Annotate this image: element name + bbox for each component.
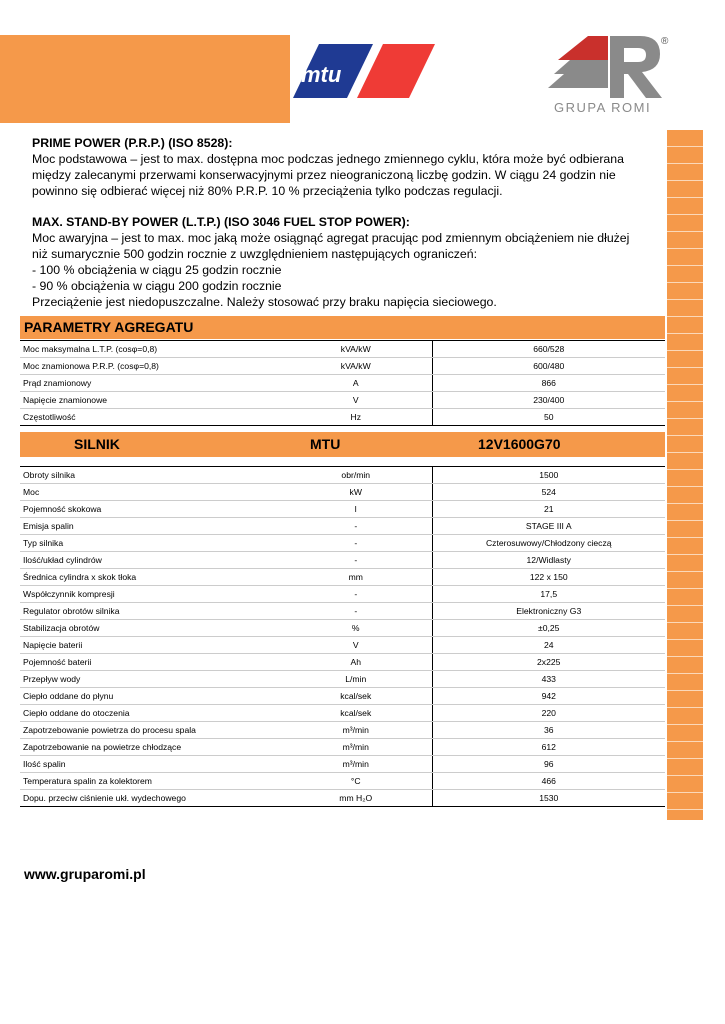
registered-mark: ® bbox=[661, 36, 669, 47]
spec-label: Przepływ wody bbox=[20, 671, 280, 688]
spec-unit: kcal/sek bbox=[280, 688, 432, 705]
table-row bbox=[20, 654, 665, 671]
table-row bbox=[20, 705, 665, 722]
spec-value: ±0,25 bbox=[432, 620, 665, 637]
spec-value: Czterosuwowy/Chłodzony cieczą bbox=[432, 535, 665, 552]
spec-value: 50 bbox=[432, 409, 665, 426]
spec-unit: m³/min bbox=[280, 722, 432, 739]
spec-value: 866 bbox=[432, 375, 665, 392]
params-section-title: PARAMETRY AGREGATU bbox=[20, 316, 665, 339]
spec-value: 220 bbox=[432, 705, 665, 722]
spec-label: Pojemność skokowa bbox=[20, 501, 280, 518]
spec-label: Typ silnika bbox=[20, 535, 280, 552]
table-row bbox=[20, 586, 665, 603]
table-row bbox=[20, 671, 665, 688]
spec-unit: - bbox=[280, 552, 432, 569]
params-table bbox=[20, 340, 665, 426]
spec-value: 21 bbox=[432, 501, 665, 518]
table-row bbox=[20, 409, 665, 426]
engine-section-bar bbox=[20, 432, 665, 457]
spec-unit: V bbox=[280, 637, 432, 654]
spec-label: Temperatura spalin za kolektorem bbox=[20, 773, 280, 790]
spec-unit: kVA/kW bbox=[280, 341, 432, 358]
table-row bbox=[20, 688, 665, 705]
spec-label: Zapotrzebowanie na powietrze chłodzące bbox=[20, 739, 280, 756]
spec-unit: A bbox=[280, 375, 432, 392]
spec-label: Dopu. przeciw ciśnienie ukł. wydechowego bbox=[20, 790, 280, 807]
engine-maker: MTU bbox=[310, 436, 341, 452]
spec-unit: l bbox=[280, 501, 432, 518]
spec-label: Moc bbox=[20, 484, 280, 501]
spec-label: Współczynnik kompresji bbox=[20, 586, 280, 603]
spec-label: Napięcie znamionowe bbox=[20, 392, 280, 409]
spec-value: 600/480 bbox=[432, 358, 665, 375]
spec-label: Moc maksymalna L.T.P. (cosφ=0,8) bbox=[20, 341, 280, 358]
spec-label: Średnica cylindra x skok tłoka bbox=[20, 569, 280, 586]
spec-unit: % bbox=[280, 620, 432, 637]
standby-power-text: Moc awaryjna – jest to max. moc jaką może osiągnąć agregat pracując pod zmiennym obciążeniem nie dłużej niż sumarycznie 500 godzin rocznie z uwzględnieniem następujących ograniczeń: bbox=[32, 231, 630, 261]
spec-label: Ciepło oddane do płynu bbox=[20, 688, 280, 705]
grupa-romi-logo-text: GRUPA ROMI bbox=[554, 100, 652, 115]
spec-value: 24 bbox=[432, 637, 665, 654]
spec-label: Obroty silnika bbox=[20, 467, 280, 484]
table-row bbox=[20, 603, 665, 620]
prime-power-heading: PRIME POWER (P.R.P.) (ISO 8528): bbox=[32, 136, 233, 150]
spec-value: 1500 bbox=[432, 467, 665, 484]
table-row bbox=[20, 467, 665, 484]
spec-value: 433 bbox=[432, 671, 665, 688]
table-row bbox=[20, 535, 665, 552]
spec-label: Regulator obrotów silnika bbox=[20, 603, 280, 620]
table-row bbox=[20, 501, 665, 518]
spec-value: 1530 bbox=[432, 790, 665, 807]
spec-value: 17,5 bbox=[432, 586, 665, 603]
table-row bbox=[20, 552, 665, 569]
grupa-romi-logo bbox=[548, 32, 673, 120]
spec-unit: obr/min bbox=[280, 467, 432, 484]
standby-item-1: - 100 % obciążenia w ciągu 25 godzin rocznie bbox=[32, 263, 282, 277]
mtu-logo-text: mtu bbox=[301, 62, 342, 87]
spec-label: Ilość spalin bbox=[20, 756, 280, 773]
table-row bbox=[20, 790, 665, 807]
spec-value: 96 bbox=[432, 756, 665, 773]
spec-value: 942 bbox=[432, 688, 665, 705]
table-row bbox=[20, 773, 665, 790]
spec-unit: mm H₂O bbox=[280, 790, 432, 807]
spec-label: Emisja spalin bbox=[20, 518, 280, 535]
spec-value: 660/528 bbox=[432, 341, 665, 358]
engine-model: 12V1600G70 bbox=[478, 436, 561, 452]
table-row bbox=[20, 518, 665, 535]
spec-label: Ilość/układ cylindrów bbox=[20, 552, 280, 569]
spec-label: Moc znamionowa P.R.P. (cosφ=0,8) bbox=[20, 358, 280, 375]
spec-unit: m³/min bbox=[280, 756, 432, 773]
spec-value: 36 bbox=[432, 722, 665, 739]
spec-unit: - bbox=[280, 518, 432, 535]
table-row bbox=[20, 756, 665, 773]
spec-unit: m³/min bbox=[280, 739, 432, 756]
table-row bbox=[20, 375, 665, 392]
spec-unit: mm bbox=[280, 569, 432, 586]
table-row bbox=[20, 637, 665, 654]
engine-table bbox=[20, 466, 665, 807]
spec-value: Elektroniczny G3 bbox=[432, 603, 665, 620]
spec-unit: kcal/sek bbox=[280, 705, 432, 722]
standby-item-2: - 90 % obciążenia w ciągu 200 godzin rocznie bbox=[32, 279, 282, 293]
spec-unit: L/min bbox=[280, 671, 432, 688]
spec-unit: - bbox=[280, 603, 432, 620]
spec-label: Zapotrzebowanie powietrza do procesu spala bbox=[20, 722, 280, 739]
standby-note: Przeciążenie jest niedopuszczalne. Należy stosować przy braku napięcia sieciowego. bbox=[32, 295, 497, 309]
spec-label: Stabilizacja obrotów bbox=[20, 620, 280, 637]
table-row bbox=[20, 620, 665, 637]
prime-power-text: Moc podstawowa – jest to max. dostępna moc podczas jednego zmiennego cyklu, która może być odbierana między zalecanymi przerwami konserwacyjnymi przez nieograniczoną liczbę godzin. W ciągu 24 godzin nie powinno się odbierać więcej niż 80% P.R.P. 10 % przeciążenia tylko podczas regulacji. bbox=[32, 152, 624, 198]
spec-label: Pojemność baterii bbox=[20, 654, 280, 671]
spec-unit: kW bbox=[280, 484, 432, 501]
spec-label: Prąd znamionowy bbox=[20, 375, 280, 392]
top-orange-banner bbox=[0, 35, 290, 123]
spec-value: 524 bbox=[432, 484, 665, 501]
table-row bbox=[20, 569, 665, 586]
spec-label: Napięcie baterii bbox=[20, 637, 280, 654]
spec-unit: kVA/kW bbox=[280, 358, 432, 375]
table-row bbox=[20, 484, 665, 501]
spec-unit: - bbox=[280, 586, 432, 603]
spec-value: 612 bbox=[432, 739, 665, 756]
table-row bbox=[20, 722, 665, 739]
spec-value: 466 bbox=[432, 773, 665, 790]
spec-unit: V bbox=[280, 392, 432, 409]
spec-unit: - bbox=[280, 535, 432, 552]
spec-label: Częstotliwość bbox=[20, 409, 280, 426]
table-row bbox=[20, 341, 665, 358]
power-definitions bbox=[32, 135, 642, 310]
spec-value: STAGE III A bbox=[432, 518, 665, 535]
table-row bbox=[20, 392, 665, 409]
spec-value: 2x225 bbox=[432, 654, 665, 671]
engine-label: SILNIK bbox=[74, 436, 120, 452]
spec-value: 12/Widlasty bbox=[432, 552, 665, 569]
spec-unit: °C bbox=[280, 773, 432, 790]
spec-label: Ciepło oddane do otoczenia bbox=[20, 705, 280, 722]
side-stripe bbox=[667, 130, 703, 820]
table-row bbox=[20, 358, 665, 375]
table-row bbox=[20, 739, 665, 756]
mtu-logo bbox=[291, 40, 437, 102]
spec-unit: Ah bbox=[280, 654, 432, 671]
spec-value: 230/400 bbox=[432, 392, 665, 409]
spec-value: 122 x 150 bbox=[432, 569, 665, 586]
website-link[interactable]: www.gruparomi.pl bbox=[24, 866, 146, 882]
standby-power-heading: MAX. STAND-BY POWER (L.T.P.) (ISO 3046 FUEL STOP POWER): bbox=[32, 215, 410, 229]
spec-unit: Hz bbox=[280, 409, 432, 426]
